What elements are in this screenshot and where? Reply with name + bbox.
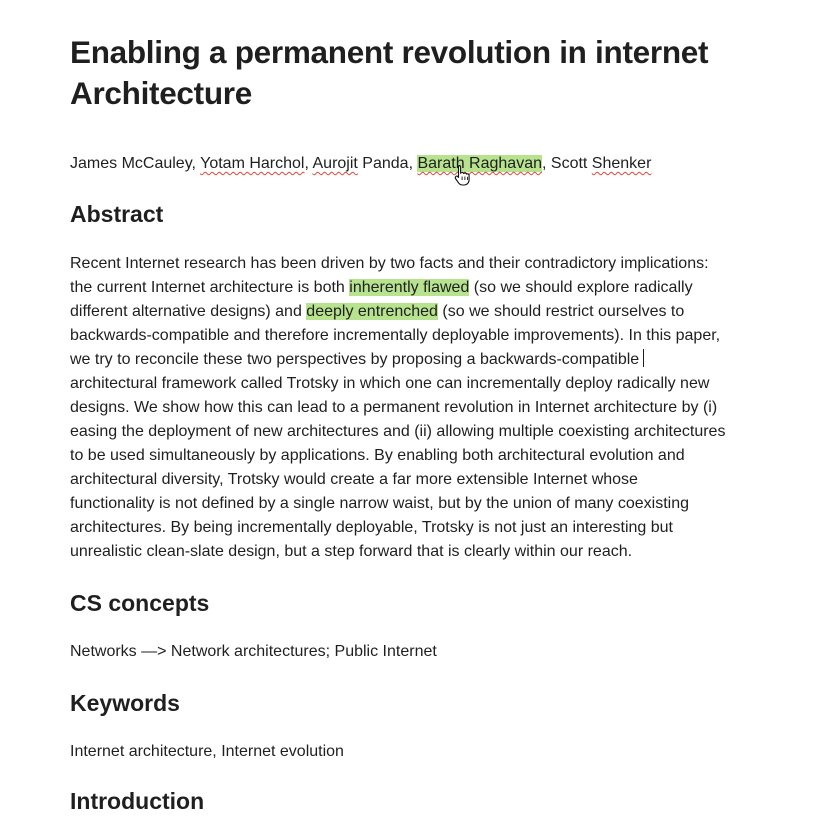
- author-name-highlighted[interactable]: Barath Raghavan: [417, 155, 542, 172]
- paragraph-line: to be used simultaneously by applications. By enabling both architectural evolution and: [70, 447, 685, 464]
- paragraph-line: architectural framework called Trotsky in which one can incrementally deploy radically new: [70, 375, 710, 392]
- cs-concepts-heading[interactable]: CS concepts: [70, 590, 210, 616]
- paragraph-line: we try to reconcile these two perspectives by proposing a backwards-compatible: [70, 348, 760, 372]
- paragraph-line: the current Internet architecture is both inherently flawed (so we should explore radically: [70, 279, 693, 296]
- paragraph-line: Recent Internet research has been driven by two facts and their contradictory implications:: [70, 255, 709, 272]
- highlight-inherently-flawed[interactable]: inherently flawed: [349, 279, 470, 296]
- author-list[interactable]: James McCauley, Yotam Harchol, Aurojit Panda, Barath Raghavan, Scott Shenker: [70, 155, 652, 172]
- abstract-heading[interactable]: Abstract: [70, 201, 164, 227]
- paragraph-line: backwards-compatible and therefore incrementally deployable improvements). In this paper,: [70, 327, 721, 344]
- author-name[interactable]: James McCauley: [70, 155, 192, 172]
- keywords-heading[interactable]: Keywords: [70, 690, 180, 716]
- author-name[interactable]: Scott Shenker: [550, 155, 652, 172]
- paragraph-line: designs. We show how this can lead to a permanent revolution in Internet architecture by (i): [70, 399, 718, 416]
- paragraph-line: architectural diversity, Trotsky would create a far more extensible Internet whose: [70, 471, 638, 488]
- author-name[interactable]: Aurojit Panda: [312, 155, 409, 172]
- introduction-heading[interactable]: Introduction: [70, 788, 205, 814]
- paragraph-line: different alternative designs) and deeply entrenched (so we should restrict ourselves to: [70, 303, 685, 320]
- paragraph-line: easing the deployment of new architectures and (ii) allowing multiple coexisting architectures: [70, 423, 726, 440]
- document-title[interactable]: Enabling a permanent revolution in internet Architecture: [70, 34, 709, 111]
- paragraph-line: architectures. By being incrementally deployable, Trotsky is not just an interesting but: [70, 519, 673, 536]
- paragraph-line: functionality is not defined by a single narrow waist, but by the union of many coexisting: [70, 495, 690, 512]
- abstract-paragraph[interactable]: [70, 252, 760, 564]
- keywords-text[interactable]: Internet architecture, Internet evolution: [70, 743, 344, 760]
- paragraph-line: unrealistic clean-slate design, but a step forward that is clearly within our reach.: [70, 543, 633, 560]
- text-caret: [643, 349, 644, 367]
- highlight-deeply-entrenched[interactable]: deeply entrenched: [306, 303, 438, 320]
- author-name[interactable]: Yotam Harchol: [200, 155, 305, 172]
- cs-concepts-text[interactable]: Networks —> Network architectures; Public Internet: [70, 643, 437, 660]
- hand-pointer-icon: [454, 164, 470, 186]
